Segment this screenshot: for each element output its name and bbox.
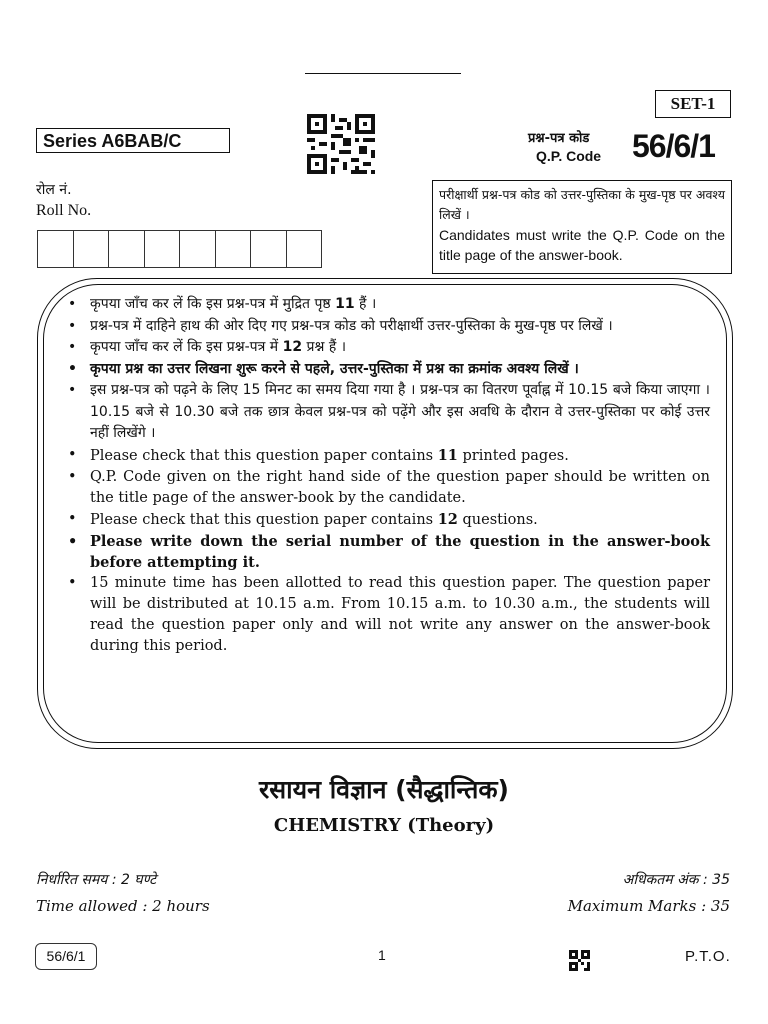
footer-code: 56/6/1 [35, 943, 97, 970]
instruction-item: • 15 minute time has been allotted to read this question paper. The question paper will be distributed at 10.15 a.m. From 10.15 a.m. to 10.30 a.m., the students will read the question paper only and will not write any answer on the answer-book during this period. [68, 573, 710, 657]
qp-code-label: Q.P. Code [536, 148, 602, 164]
candidate-note: Candidates must write the Q.P. Code on the title page of the answer-book. [439, 227, 725, 263]
roll-label-hindi: रोल नं. [36, 182, 72, 198]
roll-number-cell[interactable] [251, 231, 287, 267]
instruction-item: • कृपया जाँच कर लें कि इस प्रश्न-पत्र में 12 प्रश्न हैं । [68, 337, 710, 359]
instruction-item: • Please check that this question paper contains 11 printed pages. [68, 445, 710, 467]
candidate-note-box [432, 180, 732, 274]
instruction-item: • Q.P. Code given on the right hand side of the question paper should be written on the title page of the answer-book by the candidate. [68, 467, 710, 509]
pto-label: P.T.O. [685, 948, 731, 965]
series-label: Series A6BAB/C [36, 128, 230, 153]
qp-code-label-hindi: प्रश्न-पत्र कोड [528, 131, 590, 146]
roll-number-cell[interactable] [74, 231, 110, 267]
time-allowed-hindi: निर्धारित समय : 2 घण्टे [36, 872, 157, 888]
instructions-list [68, 294, 710, 657]
roll-number-cell[interactable] [38, 231, 74, 267]
roll-number-cell[interactable] [145, 231, 181, 267]
roll-number-cell[interactable] [216, 231, 252, 267]
candidate-note-hindi: परीक्षार्थी प्रश्न-पत्र कोड को उत्तर-पुस्तिका के मुख-पृष्ठ पर अवश्य लिखें । [439, 187, 725, 222]
instruction-item: • कृपया प्रश्न का उत्तर लिखना शुरू करने से पहले, उत्तर-पुस्तिका में प्रश्न का क्रमांक अवश्य लिखें । [68, 359, 710, 381]
instruction-item: • कृपया जाँच कर लें कि इस प्रश्न-पत्र में मुद्रित पृष्ठ 11 हैं । [68, 294, 710, 316]
qp-code: 56/6/1 [632, 128, 715, 164]
roll-label: Roll No. [36, 202, 92, 219]
roll-number-cell[interactable] [109, 231, 145, 267]
roll-number-cell[interactable] [180, 231, 216, 267]
instruction-item: • Please check that this question paper contains 12 questions. [68, 509, 710, 531]
instruction-item: • इस प्रश्न-पत्र को पढ़ने के लिए 15 मिनट का समय दिया गया है । प्रश्न-पत्र का वितरण पूर्वाह्न में 10.15 बजे किया जाएगा । 10.15 बजे से 10.30 बजे तक छात्र केवल प्रश्न-पत्र को पढ़ेंगे और इस अवधि के दौरान वे उत्तर-पुस्तिका पर कोई उत्तर नहीं लिखेंगे । [68, 380, 710, 445]
roll-number-cell[interactable] [287, 231, 323, 267]
qr-code-icon [307, 113, 375, 179]
max-marks: Maximum Marks : 35 [567, 897, 730, 915]
set-label: SET-1 [655, 90, 731, 118]
subject-title: CHEMISTRY (Theory) [273, 815, 495, 836]
page-number: 1 [378, 947, 386, 963]
max-marks-hindi: अधिकतम अंक : 35 [622, 872, 730, 888]
time-allowed: Time allowed : 2 hours [36, 897, 210, 915]
small-qr-code-icon [569, 950, 590, 975]
instruction-item: • प्रश्न-पत्र में दाहिने हाथ की ओर दिए गए प्रश्न-पत्र कोड को परीक्षार्थी उत्तर-पुस्तिका के मुख-पृष्ठ पर लिखें । [68, 316, 710, 338]
subject-title-hindi: रसायन विज्ञान (सैद्धान्तिक) [259, 775, 509, 804]
instruction-item: • Please write down the serial number of the question in the answer-book before attempting it. [68, 531, 710, 573]
roll-number-boxes[interactable] [37, 230, 322, 268]
top-rule [305, 73, 461, 74]
